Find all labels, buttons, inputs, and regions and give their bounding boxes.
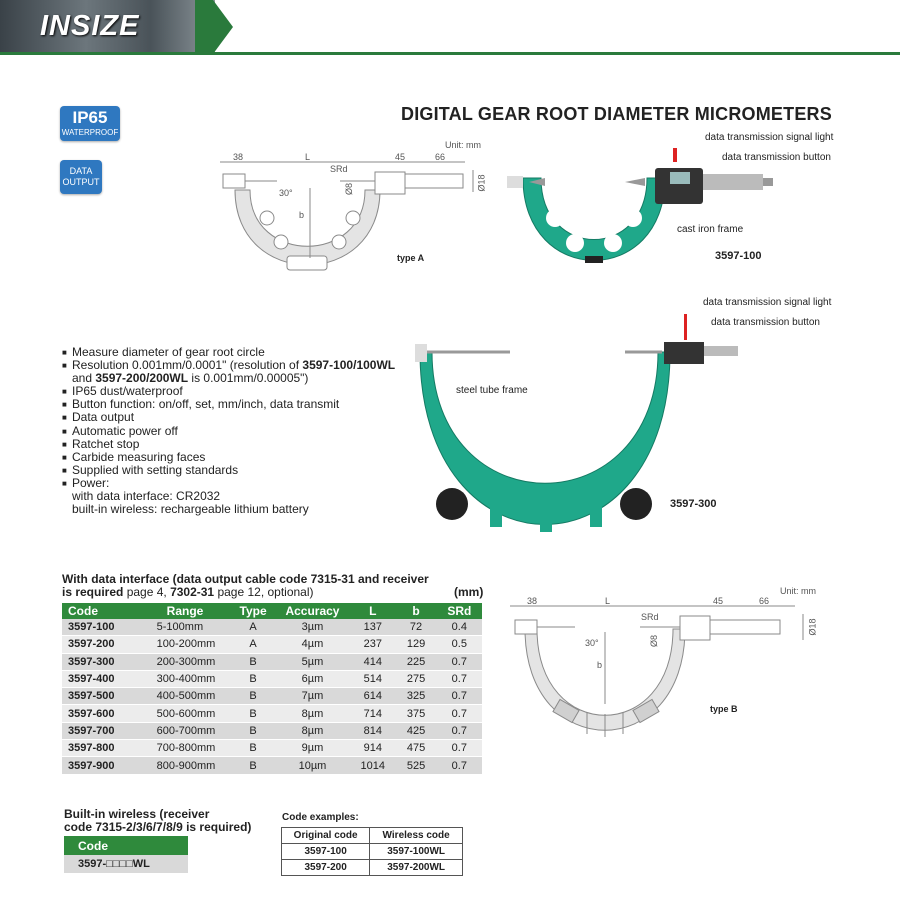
header-arrow-shape <box>195 0 235 54</box>
diagram-b-phi8: Ø8 <box>649 634 660 648</box>
micrometer-300-image <box>400 292 850 542</box>
col-original-code: Original code <box>282 828 370 844</box>
table-row <box>62 636 482 653</box>
cell-code: 3597-600 <box>62 705 139 722</box>
wireless-heading-line2: code 7315-2/3/6/7/8/9 is required) <box>64 820 252 834</box>
cell-srd: 0.7 <box>437 722 482 739</box>
cell-type: B <box>231 688 274 705</box>
cell-original-code: 3597-100 <box>282 844 370 860</box>
spec-col-range: Range <box>139 603 232 619</box>
cell-wireless-code: 3597-200WL <box>370 860 463 876</box>
spec-heading-line2b: page 4, <box>126 585 171 599</box>
cell-L: 714 <box>350 705 395 722</box>
feature-item: ■ Automatic power off <box>62 425 402 438</box>
cell-accuracy: 5µm <box>275 653 350 670</box>
spec-col-srd: SRd <box>437 603 482 619</box>
diagram-b-srd: SRd <box>641 612 659 622</box>
table-row <box>62 653 482 670</box>
diagram-a-drawing <box>215 140 495 280</box>
diagram-b-dim-L: L <box>605 596 611 606</box>
wireless-heading <box>64 808 251 834</box>
data-output-badge <box>60 160 102 194</box>
cell-accuracy: 4µm <box>275 636 350 653</box>
photo-3597-300 <box>400 292 850 542</box>
cell-b: 525 <box>395 757 436 774</box>
table-row <box>62 740 482 757</box>
cell-srd: 0.7 <box>437 757 482 774</box>
table-row <box>62 705 482 722</box>
cell-accuracy: 3µm <box>275 619 350 636</box>
cell-L: 137 <box>350 619 395 636</box>
header-bar <box>0 0 900 56</box>
cell-accuracy: 10µm <box>275 757 350 774</box>
diagram-b-dim-38: 38 <box>527 596 538 606</box>
diagram-a-dim-66: 66 <box>435 152 446 162</box>
cell-b: 225 <box>395 653 436 670</box>
spec-col-accuracy: Accuracy <box>275 603 350 619</box>
feature-item: ■ Supplied with setting standards <box>62 464 402 477</box>
ip65-badge-sub: WATERPROOF <box>61 128 119 137</box>
cell-code: 3597-100 <box>62 619 139 636</box>
diagram-a-type: type A <box>397 253 425 263</box>
feature-text: Resolution 0.001mm/0.0001" (resolution of <box>72 358 303 373</box>
cell-code: 3597-700 <box>62 722 139 739</box>
cell-code: 3597-400 <box>62 670 139 687</box>
diagram-a-phi8: Ø8 <box>344 182 355 196</box>
page-title: DIGITAL GEAR ROOT DIAMETER MICROMETERS <box>401 104 832 124</box>
wireless-code-table <box>64 836 188 873</box>
cell-b: 275 <box>395 670 436 687</box>
spec-header-row <box>62 603 482 619</box>
header-divider <box>0 52 900 55</box>
feature-item: with data interface: CR2032 <box>72 489 221 504</box>
cell-L: 914 <box>350 740 395 757</box>
spec-heading-line2d: page 12, optional) <box>217 585 314 599</box>
ip65-badge-label: IP65 <box>72 108 108 127</box>
cell-type: B <box>231 705 274 722</box>
cell-srd: 0.7 <box>437 688 482 705</box>
spec-table <box>62 603 482 775</box>
photo-100-frame-label: cast iron frame <box>677 224 744 235</box>
feature-item: ■ IP65 dust/waterproof <box>62 385 402 398</box>
spec-heading-line2a: is required <box>62 585 127 599</box>
code-examples-header-row <box>282 828 463 844</box>
wireless-code-header: Code <box>64 836 188 855</box>
code-examples-title: Code examples: <box>282 812 359 823</box>
diagram-a-srd: SRd <box>330 164 348 174</box>
diagram-a-angle: 30° <box>279 188 293 198</box>
spec-heading-line1: With data interface (data output cable code 7315-31 and receiver <box>62 572 429 586</box>
cell-accuracy: 6µm <box>275 670 350 687</box>
spec-col-b: b <box>395 603 436 619</box>
spec-col-code: Code <box>62 603 139 619</box>
cell-b: 475 <box>395 740 436 757</box>
cell-range: 700-800mm <box>139 740 232 757</box>
table-row <box>62 670 482 687</box>
table-row <box>282 844 463 860</box>
feature-list <box>62 346 402 516</box>
cell-b: 425 <box>395 722 436 739</box>
diagram-type-a <box>215 140 495 280</box>
brand-logo: INSIZE <box>40 10 140 42</box>
cell-range: 800-900mm <box>139 757 232 774</box>
cell-b: 375 <box>395 705 436 722</box>
cell-type: A <box>231 619 274 636</box>
spec-table-heading <box>62 573 442 599</box>
cell-type: B <box>231 740 274 757</box>
cell-L: 614 <box>350 688 395 705</box>
photo-300-frame-label: steel tube frame <box>456 385 528 396</box>
table-row <box>62 619 482 636</box>
feature-text-bold: 3597-100/100WL <box>302 358 396 373</box>
cell-code: 3597-900 <box>62 757 139 774</box>
feature-text: is 0.001mm/0.00005") <box>188 371 309 386</box>
feature-text-bold: 3597-200/200WL <box>95 371 189 386</box>
cell-L: 514 <box>350 670 395 687</box>
photo-300-button-label: data transmission button <box>711 317 820 328</box>
feature-item: ■ Carbide measuring faces <box>62 451 402 464</box>
diagram-b-phi18: Ø18 <box>807 618 818 636</box>
cell-type: B <box>231 653 274 670</box>
cell-b: 129 <box>395 636 436 653</box>
cell-original-code: 3597-200 <box>282 860 370 876</box>
cell-L: 237 <box>350 636 395 653</box>
spec-col-L: L <box>350 603 395 619</box>
spec-col-type: Type <box>231 603 274 619</box>
cell-L: 814 <box>350 722 395 739</box>
cell-range: 200-300mm <box>139 653 232 670</box>
cell-accuracy: 8µm <box>275 722 350 739</box>
diagram-b-unit: Unit: mm <box>780 586 816 596</box>
photo-300-model: 3597-300 <box>670 498 717 510</box>
cell-srd: 0.7 <box>437 653 482 670</box>
cell-type: B <box>231 670 274 687</box>
diagram-type-b <box>505 584 825 744</box>
table-row <box>62 757 482 774</box>
cell-range: 400-500mm <box>139 688 232 705</box>
spec-heading-line2c: 7302-31 <box>170 585 218 599</box>
cell-accuracy: 8µm <box>275 705 350 722</box>
cell-b: 72 <box>395 619 436 636</box>
cell-code: 3597-800 <box>62 740 139 757</box>
cell-srd: 0.7 <box>437 705 482 722</box>
cell-range: 5-100mm <box>139 619 232 636</box>
cell-code: 3597-500 <box>62 688 139 705</box>
feature-item: ■ Power: <box>62 477 402 490</box>
photo-3597-100 <box>505 128 845 278</box>
cell-L: 414 <box>350 653 395 670</box>
cell-srd: 0.7 <box>437 740 482 757</box>
photo-300-signal-light-label: data transmission signal light <box>703 297 832 308</box>
cell-srd: 0.4 <box>437 619 482 636</box>
diagram-b-angle: 30° <box>585 638 599 648</box>
data-badge-line2: OUTPUT <box>62 177 100 187</box>
photo-100-signal-light-label: data transmission signal light <box>705 132 834 143</box>
diagram-b-dim-66: 66 <box>759 596 770 606</box>
diagram-a-dim-L: L <box>305 152 311 162</box>
diagram-a-unit: Unit: mm <box>445 140 481 150</box>
cell-range: 300-400mm <box>139 670 232 687</box>
diagram-b-dim-45: 45 <box>713 596 724 606</box>
diagram-a-dim-38: 38 <box>233 152 244 162</box>
col-wireless-code: Wireless code <box>370 828 463 844</box>
cell-type: A <box>231 636 274 653</box>
cell-code: 3597-300 <box>62 653 139 670</box>
feature-item: ■ Data output <box>62 411 402 424</box>
feature-item: ■ Button function: on/off, set, mm/inch, data transmit <box>62 398 402 411</box>
diagram-a-phi18: Ø18 <box>476 174 487 192</box>
cell-srd: 0.7 <box>437 670 482 687</box>
photo-100-model: 3597-100 <box>715 250 762 262</box>
feature-item: ■ Measure diameter of gear root circle <box>62 346 402 359</box>
data-badge-line1: DATA <box>69 166 93 176</box>
ip65-badge <box>60 106 120 141</box>
diagram-a-b: b <box>299 210 305 220</box>
cell-wireless-code: 3597-100WL <box>370 844 463 860</box>
feature-item: ■ Ratchet stop <box>62 438 402 451</box>
table-row <box>64 855 188 873</box>
table-row <box>282 860 463 876</box>
spec-unit: (mm) <box>454 585 484 599</box>
diagram-a-dim-45: 45 <box>395 152 406 162</box>
feature-item: built-in wireless: rechargeable lithium battery <box>72 502 309 517</box>
cell-accuracy: 7µm <box>275 688 350 705</box>
diagram-b-type: type B <box>710 704 738 714</box>
table-row <box>62 688 482 705</box>
diagram-b-drawing <box>505 584 825 744</box>
cell-range: 600-700mm <box>139 722 232 739</box>
cell-range: 500-600mm <box>139 705 232 722</box>
cell-type: B <box>231 722 274 739</box>
micrometer-100-image <box>505 128 845 278</box>
cell-code: 3597-200 <box>62 636 139 653</box>
wireless-code-value: 3597-□□□□WL <box>64 855 188 873</box>
table-row <box>62 722 482 739</box>
diagram-b-b: b <box>597 660 603 670</box>
cell-accuracy: 9µm <box>275 740 350 757</box>
wireless-heading-line1: Built-in wireless (receiver <box>64 807 210 821</box>
photo-100-button-label: data transmission button <box>722 152 831 163</box>
code-examples-table <box>281 827 463 876</box>
cell-srd: 0.5 <box>437 636 482 653</box>
feature-text: and <box>72 371 96 386</box>
cell-b: 325 <box>395 688 436 705</box>
cell-L: 1014 <box>350 757 395 774</box>
wireless-header-row <box>64 836 188 855</box>
cell-range: 100-200mm <box>139 636 232 653</box>
cell-type: B <box>231 757 274 774</box>
